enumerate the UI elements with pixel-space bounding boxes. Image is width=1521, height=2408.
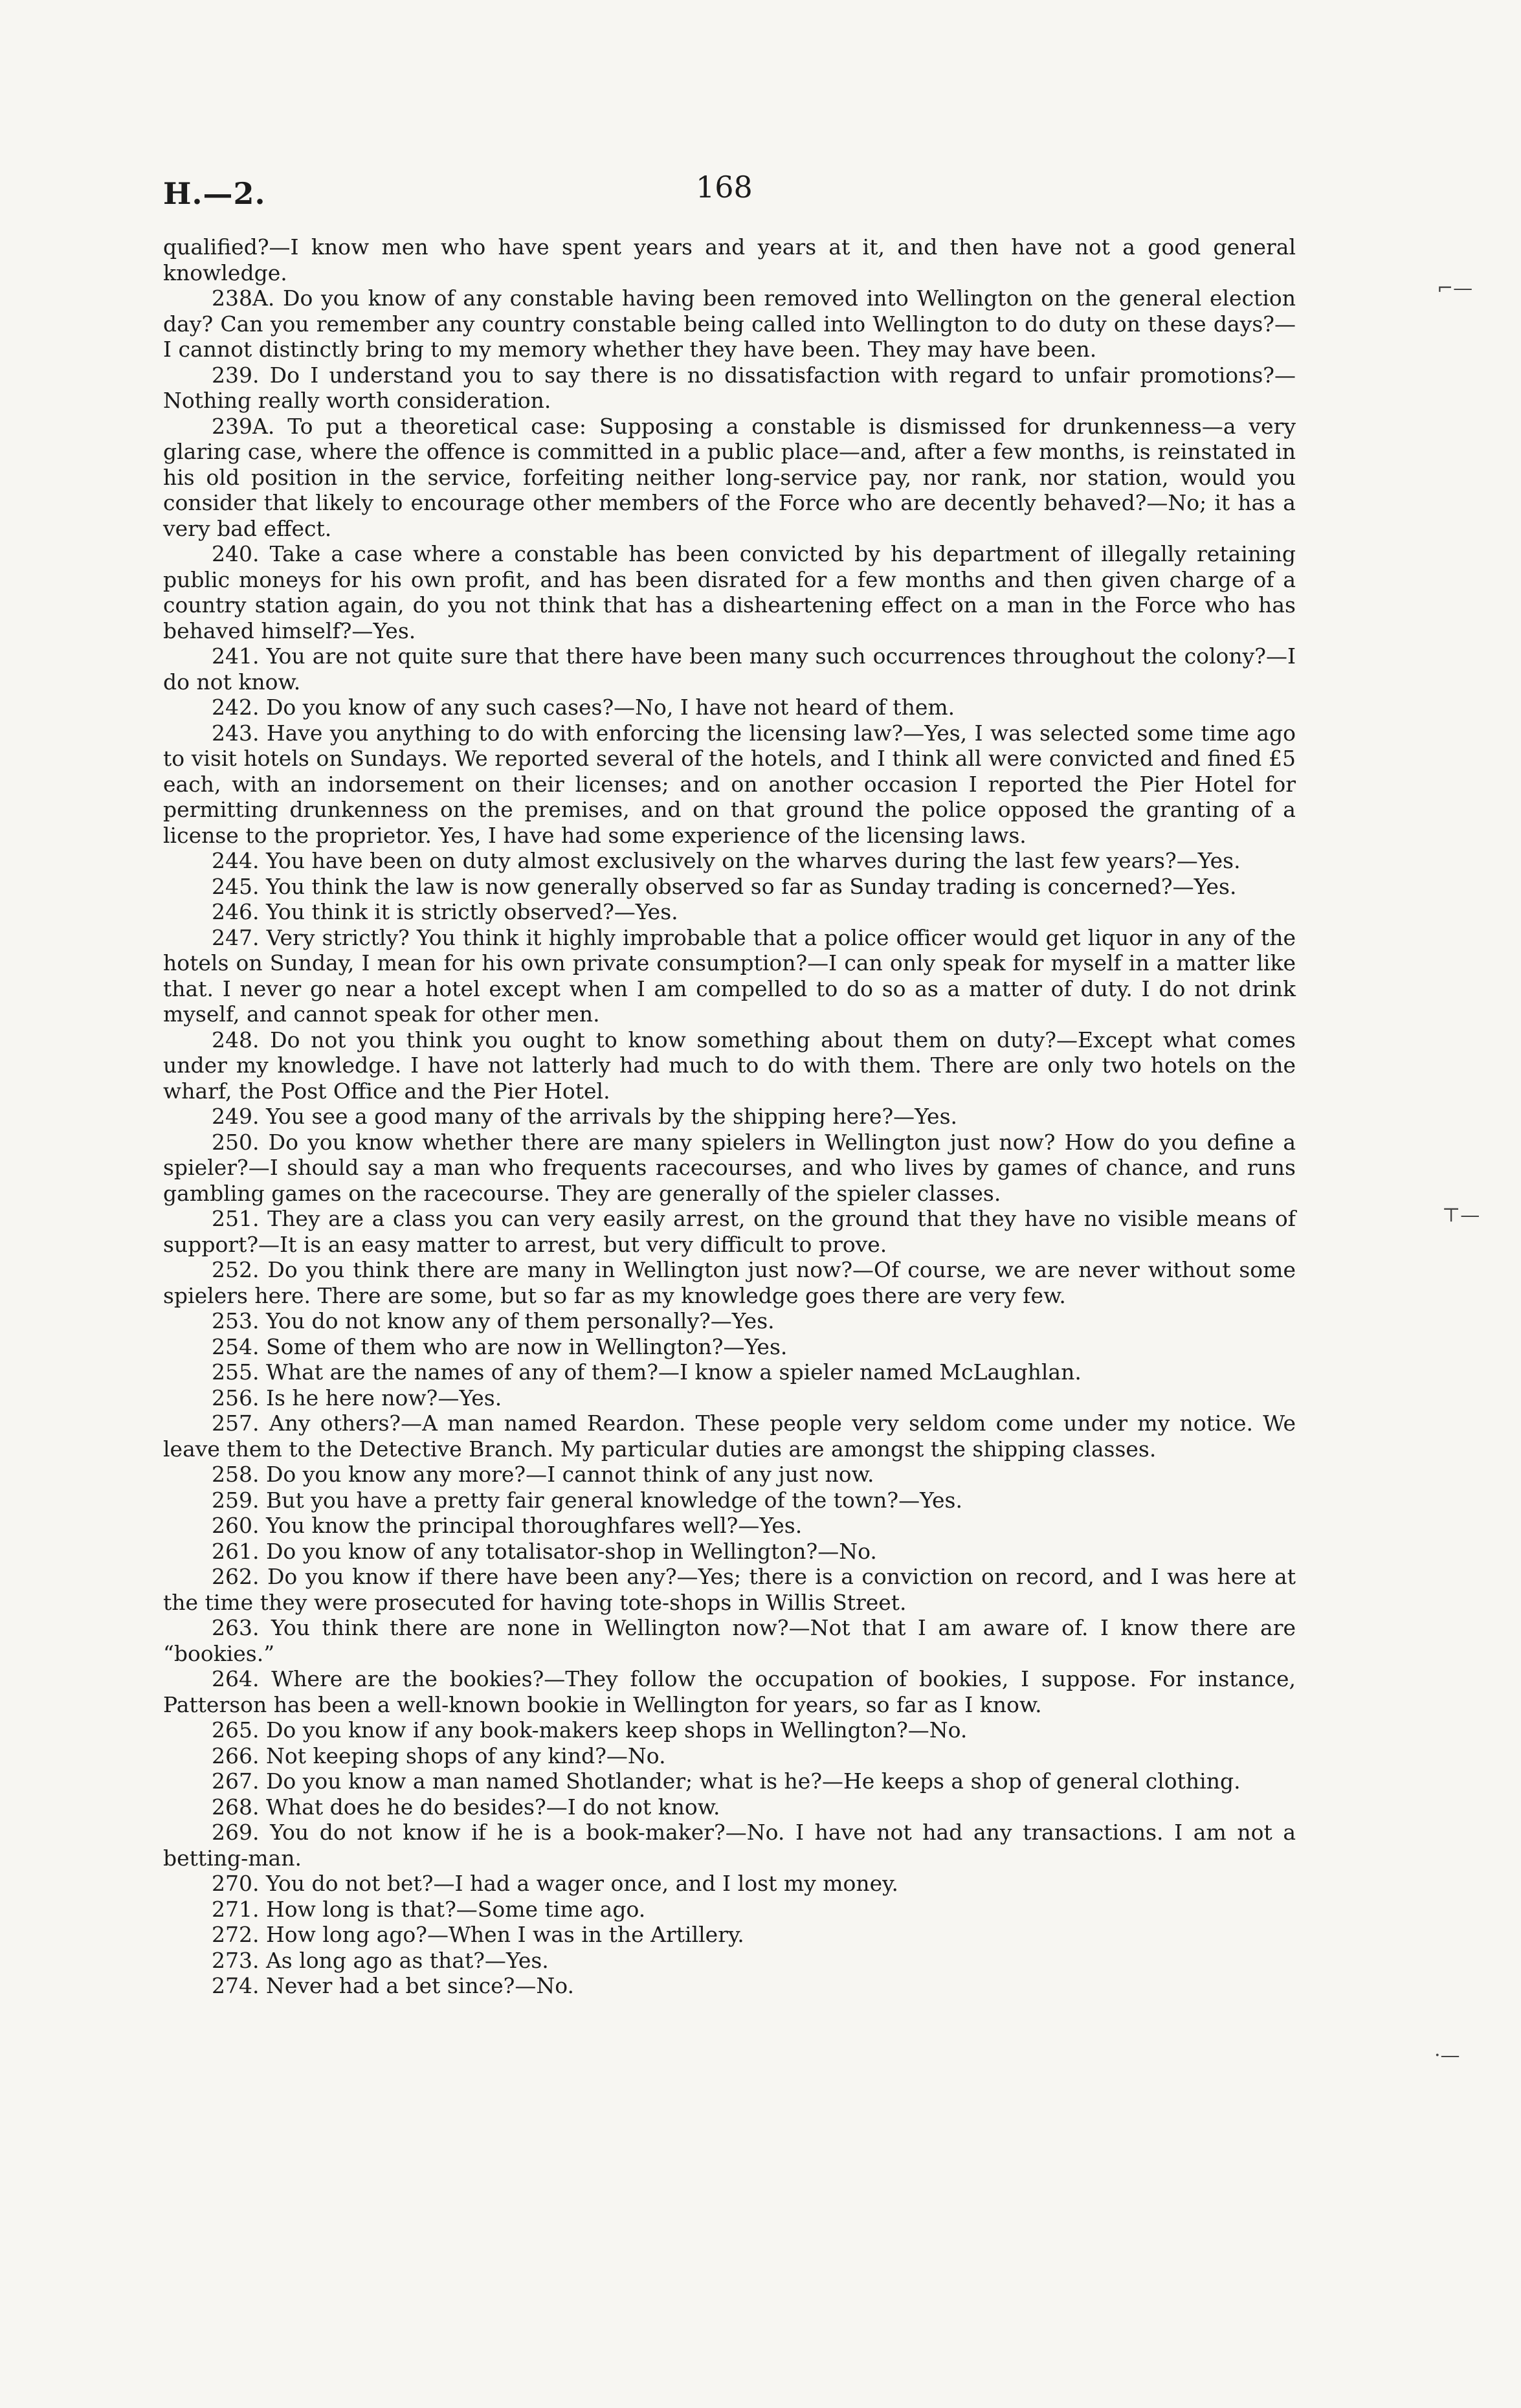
paragraph: 243. Have you anything to do with enforcing the licensing law?—Yes, I was selected some time ago to visit hotels on Sundays. We reported several of the hotels, and I think all were convicted and fined £5 each, with an indorsement on their licenses; and on another occasion I reported the Pier Hotel for permitting drunkenness on the premises, and on that ground the police opposed the granting of a license to the proprietor. Yes, I have had some experience of the licensing laws. (163, 720, 1296, 848)
paragraph: 253. You do not know any of them personally?—Yes. (212, 1308, 775, 1333)
paragraph: 241. You are not quite sure that there have been many such occurrences throughout the colony?—I do not know. (163, 643, 1296, 695)
paragraph: 267. Do you know a man named Shotlander; what is he?—He keeps a shop of general clothing. (212, 1768, 1241, 1794)
margin-mark: ⊤— (1442, 1204, 1480, 1227)
paragraph: 254. Some of them who are now in Wellington?—Yes. (212, 1333, 788, 1359)
paragraph: 244. You have been on duty almost exclusively on the wharves during the last few years?—Yes. (212, 848, 1241, 873)
paragraph: 239. Do I understand you to say there is no dissatisfaction with regard to unfair promotions?—Nothing really worth consideration. (163, 362, 1296, 413)
paragraph: 256. Is he here now?—Yes. (212, 1385, 502, 1410)
paragraph: 271. How long is that?—Some time ago. (212, 1896, 646, 1922)
paragraph: 274. Never had a bet since?—No. (212, 1973, 575, 1998)
document-body (163, 234, 1296, 1999)
margin-mark: ·— (1434, 2044, 1460, 2067)
paragraph: 240. Take a case where a constable has been convicted by his department of illegally retaining public moneys for his own profit, and has been disrated for a few months and then given charge of a country station again, do you not think that has a disheartening effect on a man in the Force who has behaved himself?—Yes. (163, 541, 1296, 643)
paragraph: 257. Any others?—A man named Reardon. These people very seldom come under my notice. We leave them to the Detective Branch. My particular duties are amongst the shipping classes. (163, 1410, 1296, 1462)
paragraph: 263. You think there are none in Wellington now?—Not that I am aware of. I know there are “bookies.” (163, 1615, 1296, 1666)
paragraph: 251. They are a class you can very easily arrest, on the ground that they have no visible means of support?—It is an easy matter to arrest, but very difficult to prove. (163, 1206, 1296, 1257)
document-reference: H.—2. (163, 176, 266, 211)
paragraph: 238A. Do you know of any constable having been removed into Wellington on the general election day? Can you remember any country constable being called into Wellington to do duty on these days?—I cannot distinctly bring to my memory whether they have been. They may have been. (163, 285, 1296, 362)
paragraph: qualified?—I know men who have spent years and years at it, and then have not a good general knowledge. (163, 234, 1296, 285)
paragraph: 262. Do you know if there have been any?—Yes; there is a conviction on record, and I was here at the time they were prosecuted for having tote-shops in Willis Street. (163, 1564, 1296, 1615)
paragraph: 242. Do you know of any such cases?—No, I have not heard of them. (212, 695, 955, 720)
paragraph: 265. Do you know if any book-makers keep shops in Wellington?—No. (212, 1717, 968, 1743)
paragraph: 270. You do not bet?—I had a wager once, and I lost my money. (212, 1871, 898, 1896)
paragraph: 266. Not keeping shops of any kind?—No. (212, 1743, 666, 1768)
paragraph: 246. You think it is strictly observed?—Yes. (212, 899, 678, 924)
paragraph: 261. Do you know of any totalisator-shop in Wellington?—No. (212, 1538, 877, 1564)
paragraph: 245. You think the law is now generally observed so far as Sunday trading is concerned?—Yes. (212, 873, 1237, 899)
paragraph: 258. Do you know any more?—I cannot think of any just now. (212, 1462, 874, 1487)
paragraph: 250. Do you know whether there are many spielers in Wellington just now? How do you define a spieler?—I should say a man who frequents racecourses, and who lives by games of chance, and runs gambling games on the racecourse. They are generally of the spieler classes. (163, 1129, 1296, 1206)
paragraph: 255. What are the names of any of them?—I know a spieler named McLaughlan. (212, 1359, 1082, 1385)
page-number: 168 (696, 170, 753, 205)
paragraph: 260. You know the principal thoroughfares well?—Yes. (212, 1513, 803, 1538)
paragraph: 269. You do not know if he is a book-maker?—No. I have not had any transactions. I am not a betting-man. (163, 1820, 1296, 1871)
paragraph: 259. But you have a pretty fair general knowledge of the town?—Yes. (212, 1487, 962, 1513)
paragraph: 272. How long ago?—When I was in the Artillery. (212, 1922, 744, 1947)
paragraph: 249. You see a good many of the arrivals by the shipping here?—Yes. (212, 1104, 958, 1129)
paragraph: 264. Where are the bookies?—They follow the occupation of bookies, I suppose. For instance, Patterson has been a well-known bookie in Wellington for years, so far as I know. (163, 1666, 1296, 1717)
paragraph: 252. Do you think there are many in Wellington just now?—Of course, we are never without some spielers here. There are some, but so far as my knowledge goes there are very few. (163, 1257, 1296, 1308)
paragraph: 248. Do not you think you ought to know something about them on duty?—Except what comes under my knowledge. I have not latterly had much to do with them. There are only two hotels on the wharf, the Post Office and the Pier Hotel. (163, 1027, 1296, 1104)
paragraph: 247. Very strictly? You think it highly improbable that a police officer would get liquor in any of the hotels on Sunday, I mean for his own private consumption?—I can only speak for myself in a matter like that. I never go near a hotel except when I am compelled to do so as a matter of duty. I do not drink myself, and cannot speak for other men. (163, 924, 1296, 1027)
paragraph: 273. As long ago as that?—Yes. (212, 1947, 549, 1973)
paragraph: 239A. To put a theoretical case: Supposing a constable is dismissed for drunkenness—a very glaring case, where the offence is committed in a public place—and, after a few months, is reinstated in his old position in the service, forfeiting neither long-service pay, nor rank, nor station, would you consider that likely to encourage other members of the Force who are decently behaved?—No; it has a very bad effect. (163, 413, 1296, 541)
margin-mark: ⌐— (1437, 277, 1473, 300)
paragraph: 268. What does he do besides?—I do not know. (212, 1794, 720, 1820)
